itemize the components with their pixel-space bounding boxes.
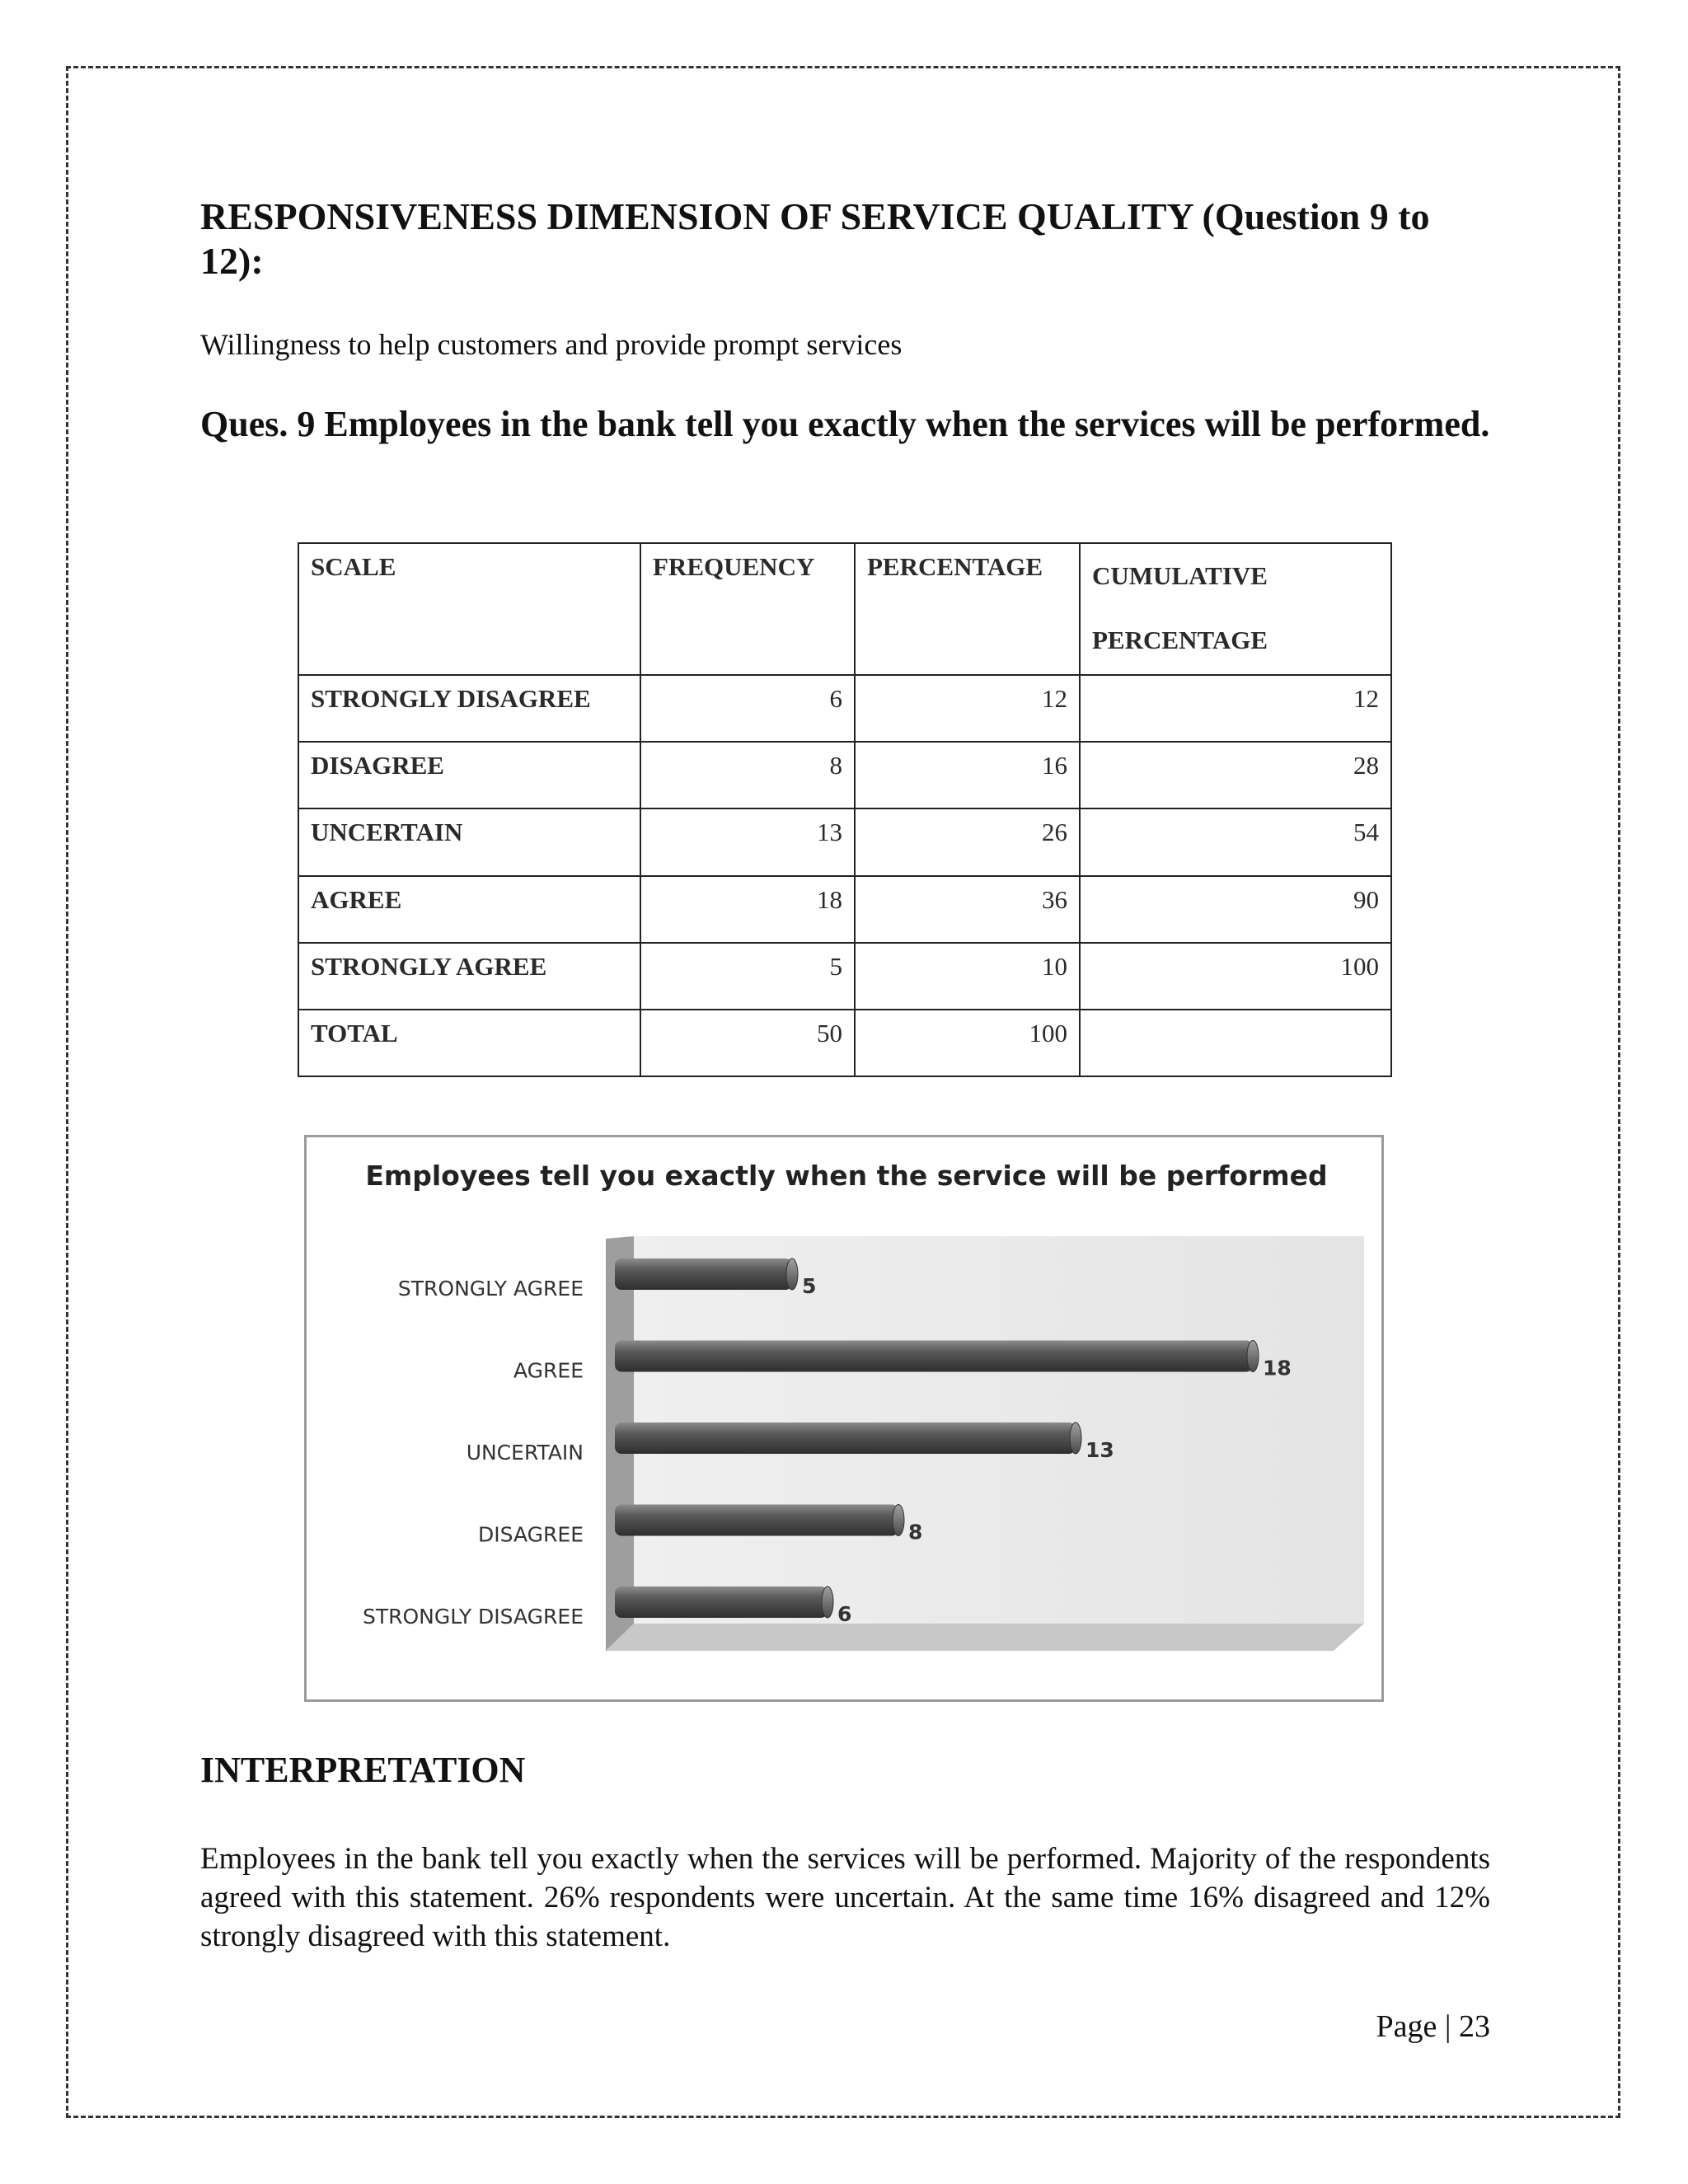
table-row: [298, 742, 1391, 808]
table-cell-percentage: 12: [855, 675, 1080, 742]
chart-title: Employees tell you exactly when the service will be performed: [365, 1160, 1328, 1192]
bar-cap: [822, 1586, 833, 1618]
page-border: [66, 66, 1620, 2118]
data-label: 13: [1085, 1438, 1114, 1462]
chart-floor: [606, 1624, 1364, 1651]
data-label: 8: [908, 1520, 923, 1544]
bar: [615, 1586, 828, 1618]
table-cell-cumulative: 90: [1080, 876, 1391, 943]
category-label: STRONGLY AGREE: [397, 1277, 584, 1301]
table-cell-percentage: 10: [855, 943, 1080, 1010]
table-header-cell: SCALE: [298, 543, 640, 675]
bar-chart: [304, 1135, 1384, 1702]
table-cell-cumulative: [1080, 1010, 1391, 1076]
table-cell-percentage: 100: [855, 1010, 1080, 1076]
bar: [615, 1341, 1253, 1372]
table-cell-scale: AGREE: [298, 876, 640, 943]
table-cell-percentage: 16: [855, 742, 1080, 808]
table-cell-frequency: 5: [640, 943, 855, 1010]
table-cell-scale: TOTAL: [298, 1010, 640, 1076]
bar-cap: [786, 1258, 798, 1290]
table-cell-frequency: 8: [640, 742, 855, 808]
table-cell-frequency: 6: [640, 675, 855, 742]
table-cell-percentage: 36: [855, 876, 1080, 943]
bar-cap: [893, 1505, 904, 1536]
data-label: 5: [802, 1274, 817, 1298]
table-cell-scale: STRONGLY AGREE: [298, 943, 640, 1010]
table-cell-frequency: 13: [640, 808, 855, 875]
page-number: Page | 23: [1376, 2009, 1490, 2044]
table-cell-frequency: 18: [640, 876, 855, 943]
bar-cap: [1247, 1341, 1259, 1372]
table-row: [298, 876, 1391, 943]
bar: [615, 1422, 1076, 1454]
question-heading: Ques. 9 Employees in the bank tell you exactly when the services will be performed.: [200, 404, 1490, 444]
table-header-cell: CUMULATIVE PERCENTAGE: [1080, 543, 1391, 675]
table-cell-cumulative: 12: [1080, 675, 1391, 742]
table-row: [298, 943, 1391, 1010]
table-cell-cumulative: 28: [1080, 742, 1391, 808]
interpretation-title: INTERPRETATION: [200, 1750, 526, 1790]
section-subtitle: Willingness to help customers and provide prompt services: [200, 328, 903, 361]
table-cell-scale: UNCERTAIN: [298, 808, 640, 875]
category-label: STRONGLY DISAGREE: [362, 1605, 584, 1629]
category-label: DISAGREE: [478, 1522, 584, 1547]
table-cell-scale: STRONGLY DISAGREE: [298, 675, 640, 742]
category-label: AGREE: [513, 1358, 584, 1383]
table-cell-percentage: 26: [855, 808, 1080, 875]
bar-chart-svg: [307, 1137, 1381, 1699]
table-header-cell: PERCENTAGE: [855, 543, 1080, 675]
table-cell-cumulative: 100: [1080, 943, 1391, 1010]
data-label: 6: [837, 1602, 852, 1626]
bar: [615, 1258, 792, 1290]
frequency-table: [298, 542, 1392, 1077]
bar-cap: [1070, 1422, 1081, 1454]
table-cell-frequency: 50: [640, 1010, 855, 1076]
table-header-row: [298, 543, 1391, 675]
table-total-row: [298, 1010, 1391, 1076]
category-label: UNCERTAIN: [466, 1441, 584, 1465]
table-row: [298, 675, 1391, 742]
interpretation-body: Employees in the bank tell you exactly when the services will be performed. Majority of the respondents agreed with this statement. 26% respondents were uncertain. At the same time 16% disagreed and 12% strongly disagreed with this statement.: [200, 1842, 1490, 1953]
table-cell-scale: DISAGREE: [298, 742, 640, 808]
data-label: 18: [1263, 1356, 1292, 1380]
table-row: [298, 808, 1391, 875]
section-title: RESPONSIVENESS DIMENSION OF SERVICE QUALITY (Question 9 to 12):: [200, 195, 1430, 282]
bar: [615, 1505, 898, 1536]
table-header-cell: FREQUENCY: [640, 543, 855, 675]
table-cell-cumulative: 54: [1080, 808, 1391, 875]
